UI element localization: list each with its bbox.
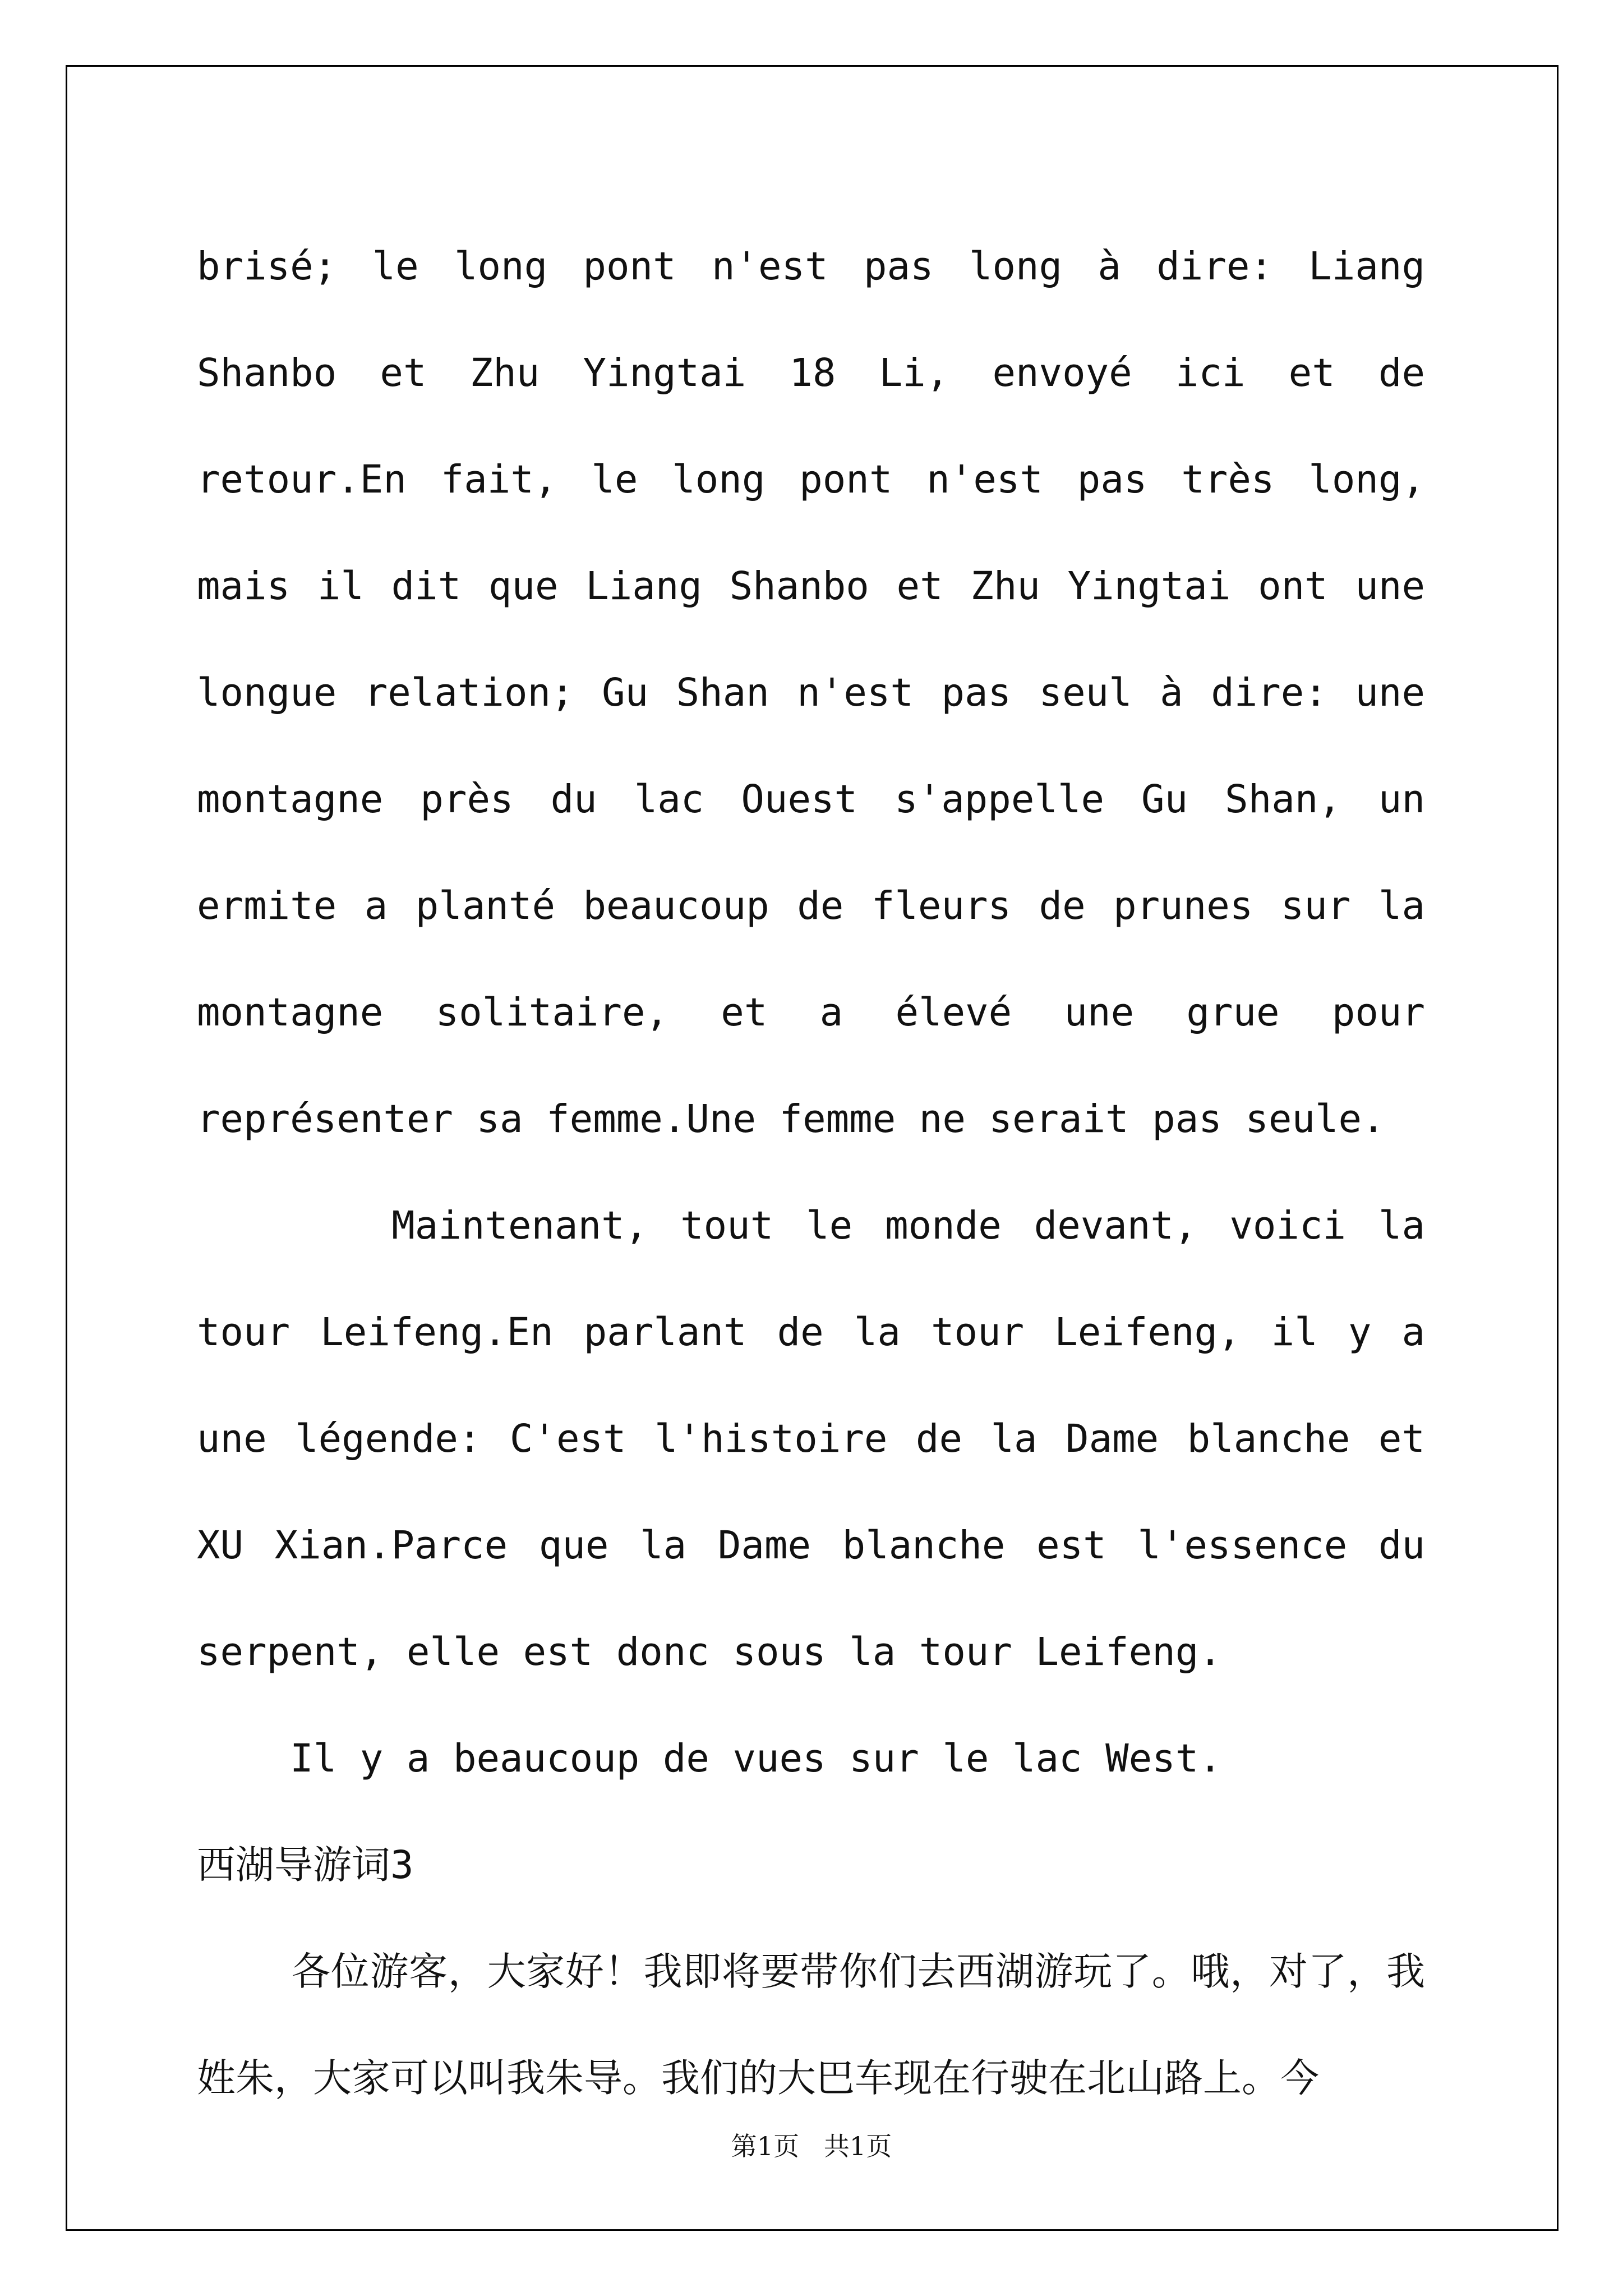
paragraph-chinese-intro: 各位游客，大家好！我即将要带你们去西湖游玩了。哦，对了，我姓朱，大家可以叫我朱导。我们的大巴车现在行驶在北山路上。今 (197, 1949, 1426, 2101)
document-body (197, 213, 1449, 2132)
page-footer: 第1页 共1页 (731, 2131, 892, 2161)
section-heading: 西湖导游词3 (197, 1843, 414, 1888)
paragraph-leifeng-tower: Maintenant, tout le monde devant, voici la tour Leifeng.En parlant de la tour Leifeng, il y a une légende: C'est l'histoire de la Dame blanche et XU Xian.Parce que la Dame blanche est l'essence du serpent, elle est donc sous la tour Leifeng. (197, 1203, 1449, 1674)
paragraph-broken-bridge: brisé; le long pont n'est pas long à dire: Liang Shanbo et Zhu Yingtai 18 Li, envoyé ici et de retour.En fait, le long pont n'est pas très long, mais il dit que Liang Shanbo et Zhu Yingtai ont une longue relation; Gu Shan n'est pas seul à dire: une montagne près du lac Ouest s'appelle Gu Shan, un ermite a planté beaucoup de fleurs de prunes sur la montagne solitaire, et a élevé une grue pour représenter sa femme.Une femme ne serait pas seule. (197, 244, 1449, 1142)
paragraph-west-lake-views: Il y a beaucoup de vues sur le lac West. (197, 1736, 1222, 1781)
